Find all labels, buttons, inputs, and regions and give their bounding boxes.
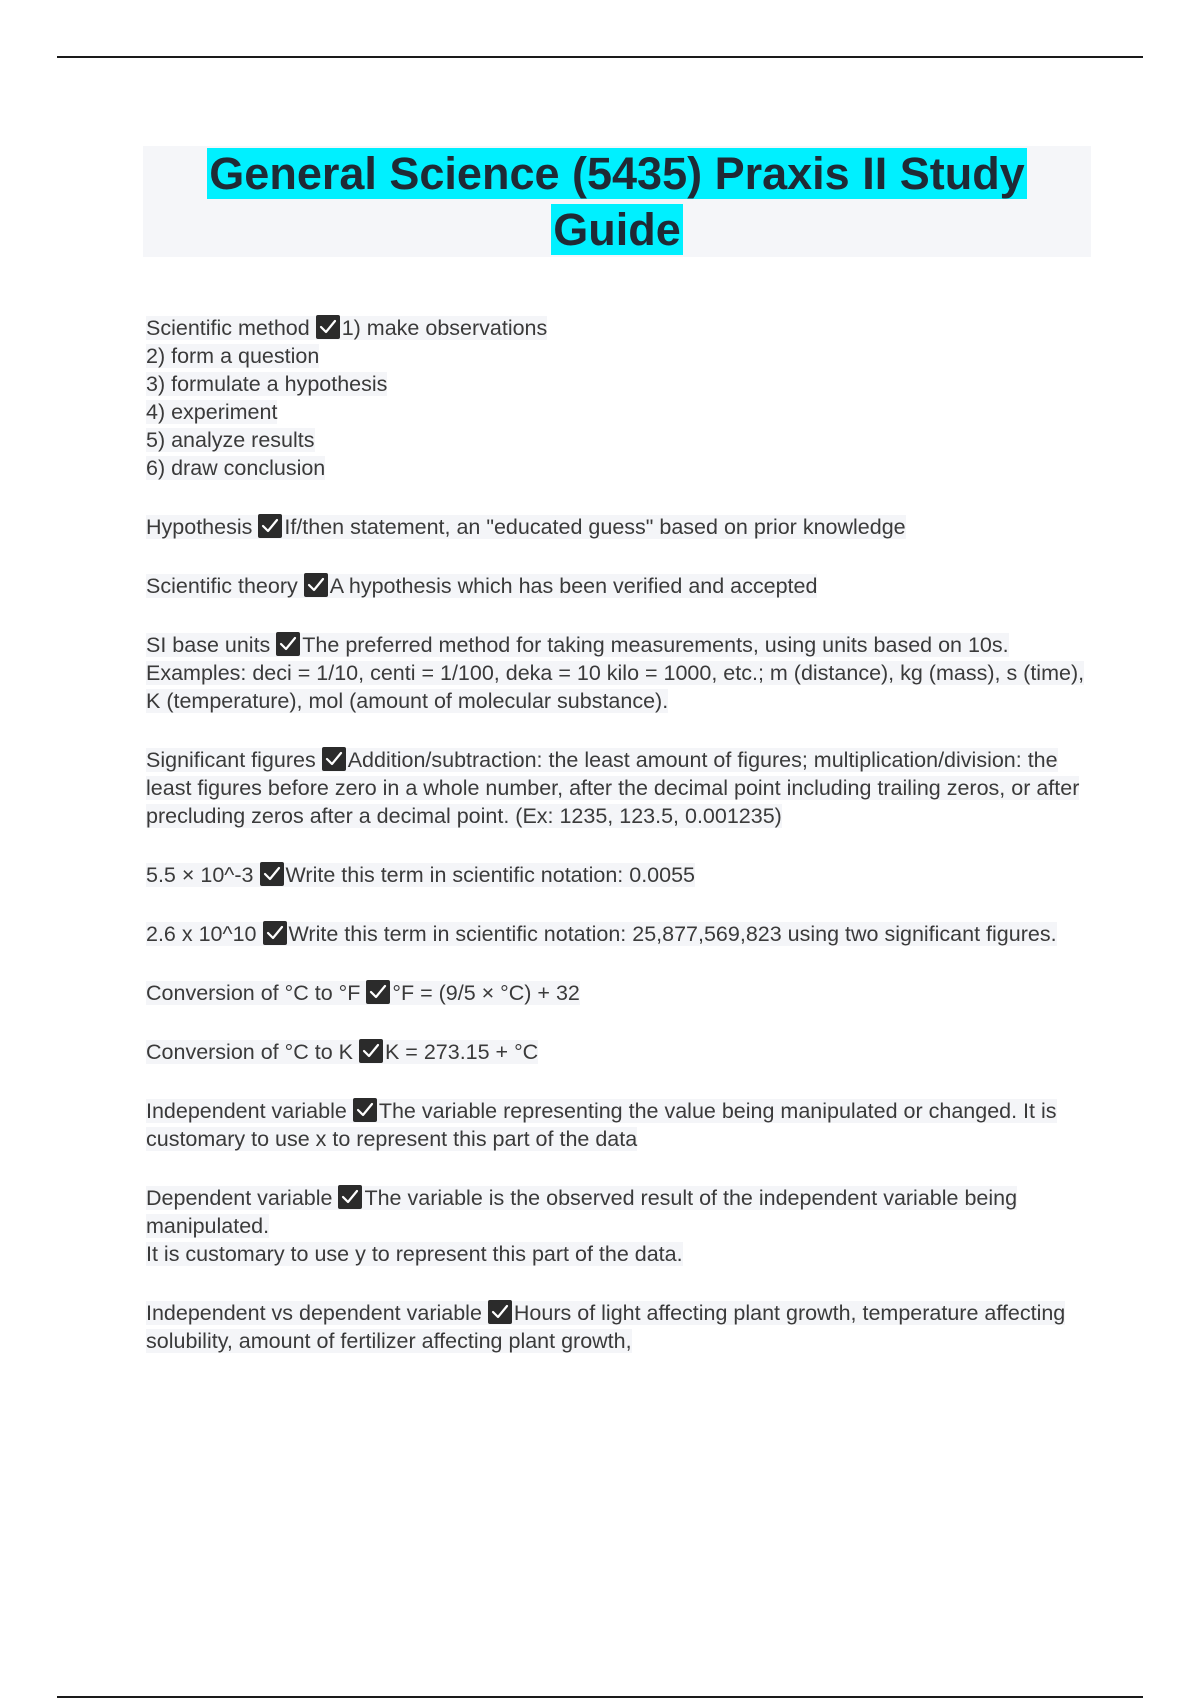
entry-term: Independent variable — [146, 1099, 347, 1123]
flashcard-entry — [146, 1097, 1096, 1153]
entry-term: 2.6 x 10^10 — [146, 922, 257, 946]
entry-term: Conversion of °C to K — [146, 1040, 353, 1064]
check-box-icon — [366, 980, 390, 1004]
check-box-icon — [260, 862, 284, 886]
top-rule — [57, 56, 1143, 58]
entry-definition: Write this term in scientific notation: 0.0055 — [285, 863, 696, 887]
entry-term: Conversion of °C to °F — [146, 981, 361, 1005]
flashcard-entry — [146, 572, 1096, 600]
study-guide-entries — [146, 314, 1096, 1386]
flashcard-entry — [146, 979, 1096, 1007]
entry-definition: If/then statement, an "educated guess" based on prior knowledge — [284, 515, 906, 539]
check-box-icon — [304, 573, 328, 597]
entry-definition: The variable representing the value being manipulated or changed. It is customary to use x to represent this part of the data — [146, 1099, 1057, 1151]
entry-text — [146, 1186, 1017, 1266]
title-block — [143, 146, 1091, 257]
check-box-icon — [359, 1039, 383, 1063]
check-box-icon — [322, 747, 346, 771]
flashcard-entry — [146, 746, 1096, 830]
entry-text — [146, 633, 1084, 713]
entry-definition: Write this term in scientific notation: 25,877,569,823 using two significant figures. — [288, 922, 1057, 946]
flashcard-entry — [146, 861, 1096, 889]
check-box-icon — [338, 1185, 362, 1209]
check-box-icon — [488, 1300, 512, 1324]
entry-term: Hypothesis — [146, 515, 253, 539]
entry-definition: Hours of light affecting plant growth, temperature affecting solubility, amount of fertilizer affecting plant growth, — [146, 1301, 1066, 1353]
entry-definition: Addition/subtraction: the least amount of figures; multiplication/division: the least figures before zero in a whole number, after the decimal point including trailing zeros, or after precluding zeros after a decimal point. (Ex: 1235, 123.5, 0.001235) — [146, 748, 1080, 828]
entry-term: Significant figures — [146, 748, 316, 772]
flashcard-entry — [146, 1038, 1096, 1066]
flashcard-entry — [146, 920, 1096, 948]
check-box-icon — [316, 315, 340, 339]
entry-text — [146, 574, 817, 598]
check-box-icon — [353, 1098, 377, 1122]
entry-definition: K = 273.15 + °C — [384, 1040, 539, 1064]
entry-definition: The preferred method for taking measurements, using units based on 10s. Examples: deci = 1/10, centi = 1/100, deka = 10 kilo = 1000, etc.; m (distance), kg (mass), s (time), K (temperature), mol (amount of molecular substance). — [146, 633, 1085, 713]
flashcard-entry — [146, 631, 1096, 715]
entry-definition: A hypothesis which has been verified and accepted — [329, 574, 818, 598]
entry-text — [146, 748, 1079, 828]
entry-text — [146, 922, 1057, 946]
entry-definition: 1) make observations 2) form a question 3) formulate a hypothesis 4) experiment 5) analyze results 6) draw conclusion — [146, 316, 548, 480]
check-box-icon — [258, 514, 282, 538]
entry-term: Scientific method — [146, 316, 310, 340]
entry-definition: The variable is the observed result of the independent variable being manipulated. It is customary to use y to represent this part of the data. — [146, 1186, 1018, 1266]
entry-text — [146, 981, 580, 1005]
flashcard-entry — [146, 1299, 1096, 1355]
flashcard-entry — [146, 314, 1096, 482]
entry-term: Independent vs dependent variable — [146, 1301, 482, 1325]
check-box-icon — [276, 632, 300, 656]
entry-term: Dependent variable — [146, 1186, 333, 1210]
check-box-icon — [263, 921, 287, 945]
entry-definition: °F = (9/5 × °C) + 32 — [392, 981, 580, 1005]
entry-text — [146, 1301, 1065, 1353]
entry-text — [146, 515, 906, 539]
entry-term: 5.5 × 10^-3 — [146, 863, 254, 887]
entry-term: Scientific theory — [146, 574, 298, 598]
flashcard-entry — [146, 1184, 1096, 1268]
document-title: General Science (5435) Praxis II Study Guide — [209, 148, 1025, 255]
entry-term: SI base units — [146, 633, 271, 657]
flashcard-entry — [146, 513, 1096, 541]
entry-text — [146, 316, 547, 480]
entry-text — [146, 863, 695, 887]
entry-text — [146, 1099, 1057, 1151]
bottom-rule — [57, 1696, 1143, 1698]
entry-text — [146, 1040, 538, 1064]
